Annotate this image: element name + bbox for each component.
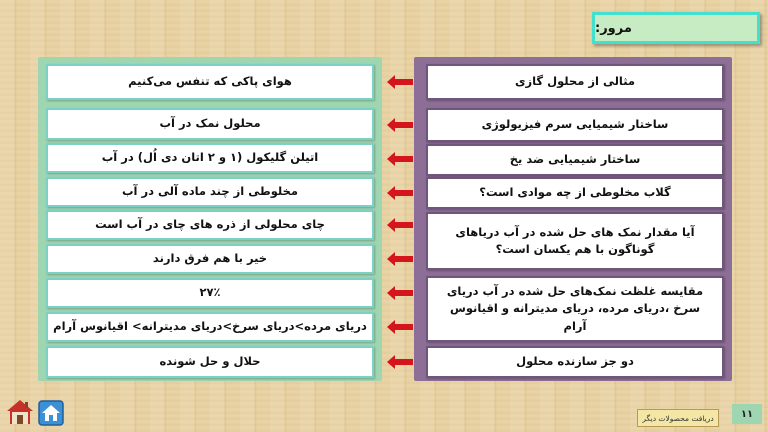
answer-9: حلال و حل شونده [46, 346, 374, 378]
answer-5: چای محلولی از ذره های چای در آب است [46, 210, 374, 240]
answer-2: محلول نمک در آب [46, 108, 374, 140]
answer-1: هوای پاکی که تنفس می‌کنیم [46, 64, 374, 100]
arrow-left-icon [387, 252, 413, 266]
house-icon[interactable] [6, 398, 34, 426]
arrow-left-icon [387, 320, 413, 334]
arrow-left-icon [387, 218, 413, 232]
arrow-left-icon [387, 355, 413, 369]
answer-7: ۲۷٪ [46, 278, 374, 308]
answer-6: خیر با هم فرق دارند [46, 244, 374, 274]
question-4: گلاب مخلوطی از چه موادی است؟ [426, 177, 724, 209]
arrow-left-icon [387, 75, 413, 89]
answer-8: دریای مرده>دریای سرخ>دریای مدیترانه> اقیانوس آرام [46, 312, 374, 342]
arrow-left-icon [387, 118, 413, 132]
question-2: ساختار شیمیایی سرم فیزیولوژی [426, 108, 724, 142]
question-7: دو جز سازنده محلول [426, 346, 724, 378]
answer-4: مخلوطی از چند ماده آلی در آب [46, 177, 374, 207]
arrow-left-icon [387, 286, 413, 300]
arrow-left-icon [387, 152, 413, 166]
question-3: ساختار شیمیایی ضد یخ [426, 144, 724, 176]
question-6: مقایسه غلظت نمک‌های حل شده در آب دریای سرخ ،دریای مرده، دریای مدیترانه و اقیانوس آرام [426, 276, 724, 342]
more-products-link[interactable]: دریافت محصولات دیگر [637, 409, 719, 427]
home-icon[interactable] [38, 400, 64, 426]
question-5: آیا مقدار نمک های حل شده در آب دریاهای گوناگون با هم یکسان است؟ [426, 212, 724, 270]
question-1: مثالی از محلول گازی [426, 64, 724, 100]
slide-title: مرور: [592, 12, 760, 44]
arrow-left-icon [387, 186, 413, 200]
page-number: ۱۱ [732, 404, 762, 424]
answer-3: اتیلن گلیکول (۱ و ۲ اتان دی اُل) در آب [46, 143, 374, 173]
